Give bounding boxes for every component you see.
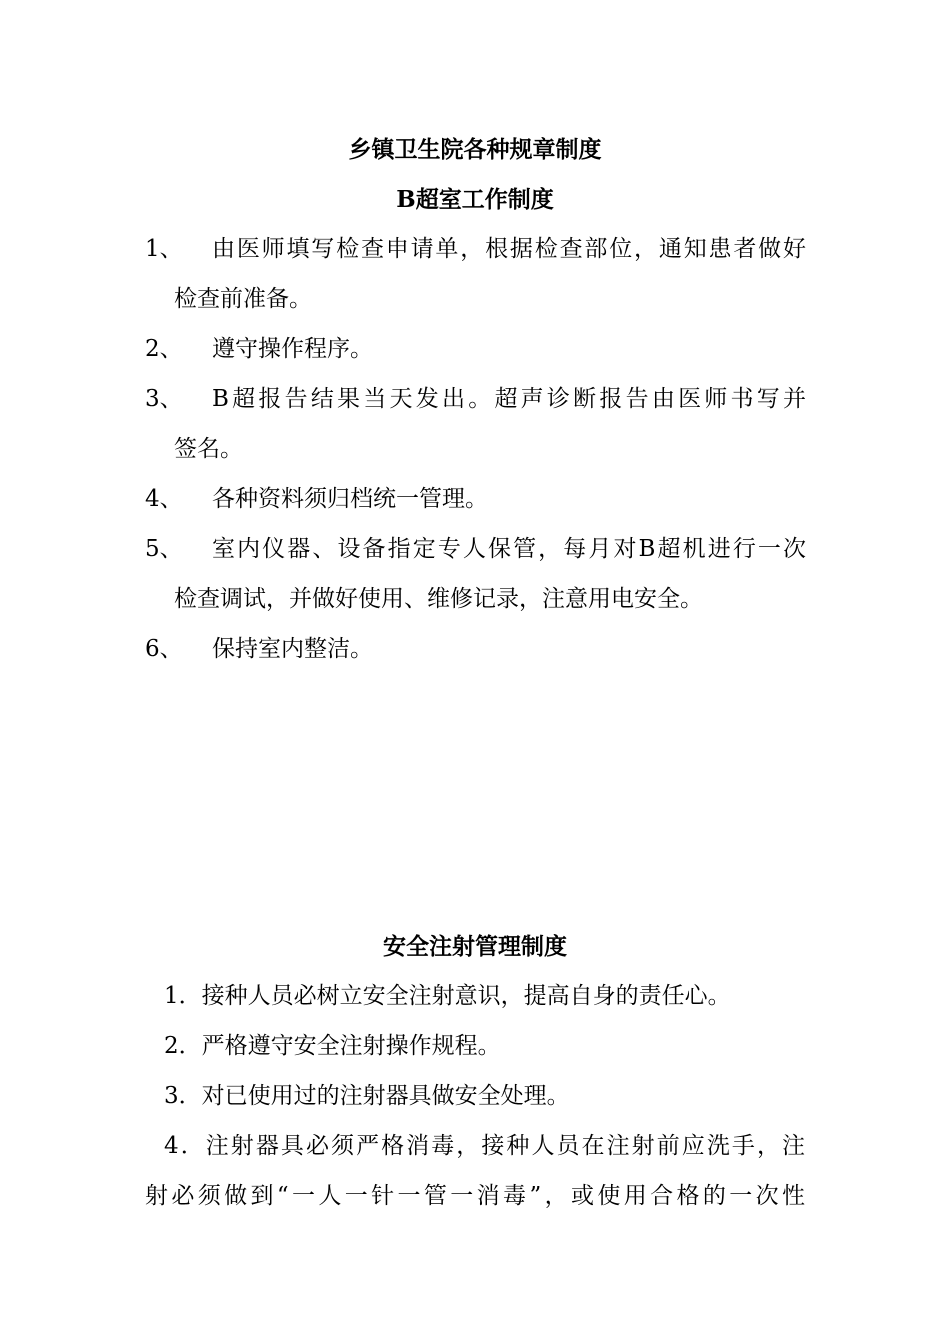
item-number: 6、 <box>145 636 183 662</box>
item-text: 保持室内整洁。 <box>212 636 373 662</box>
section-title-b-ultrasound: B超室工作制度 <box>396 186 554 213</box>
item-text: 各种资料须归档统一管理。 <box>212 486 488 512</box>
item-continuation: 检查调试，并做好使用、维修记录，注意用电安全。 <box>174 586 703 612</box>
paragraph-line: 射必须做到“一人一针一管一消毒”，或使用合格的一次性 <box>145 1183 805 1209</box>
item-text: 室内仪器、设备指定专人保管，每月对B超机进行一次 <box>212 536 806 562</box>
item-number: 5、 <box>145 536 183 562</box>
item-number: 4、 <box>145 486 183 512</box>
paragraph-line: 1．接种人员必树立安全注射意识，提高自身的责任心。 <box>164 983 731 1009</box>
section-title-safe-injection: 安全注射管理制度 <box>383 933 567 960</box>
item-text: 由医师填写检查申请单，根据检查部位，通知患者做好 <box>212 236 806 262</box>
item-number: 2、 <box>145 336 183 362</box>
main-title: 乡镇卫生院各种规章制度 <box>348 136 602 163</box>
item-text: 遵守操作程序。 <box>212 336 373 362</box>
item-continuation: 签名。 <box>174 436 243 462</box>
item-continuation: 检查前准备。 <box>174 286 312 312</box>
item-text: B超报告结果当天发出。超声诊断报告由医师书写并 <box>212 386 806 412</box>
item-number: 3、 <box>145 386 183 412</box>
paragraph-line: 4．注射器具必须严格消毒，接种人员在注射前应洗手，注 <box>164 1133 805 1159</box>
item-number: 1、 <box>145 236 183 262</box>
paragraph-line: 2．严格遵守安全注射操作规程。 <box>164 1033 501 1059</box>
paragraph-line: 3．对已使用过的注射器具做安全处理。 <box>164 1083 570 1109</box>
